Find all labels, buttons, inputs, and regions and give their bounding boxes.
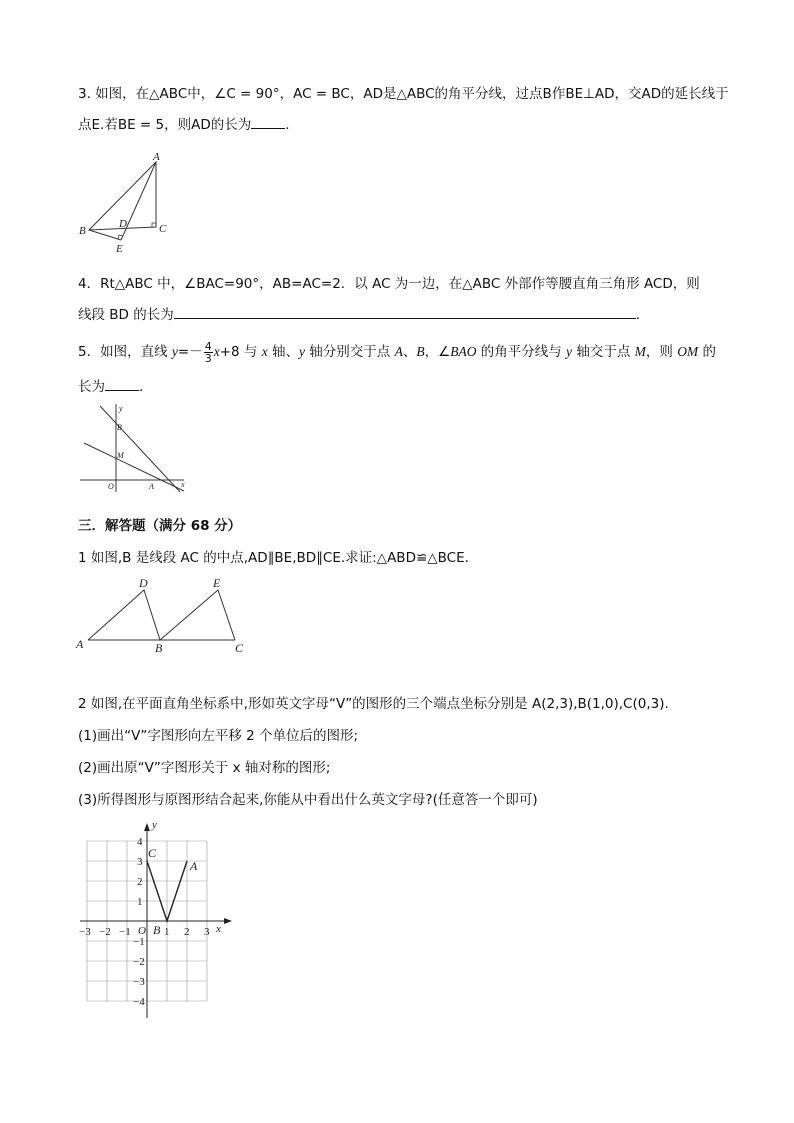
q5-text-3: 轴、 [267,344,299,360]
p1-label-a: A [76,637,84,651]
p2-line-4: (3)所得图形与原图形结合起来,你能从中看出什么英文字母?(任意答一个即可) [78,792,538,808]
x-tick-label: −1 [119,926,131,938]
p2-x-label: x [216,923,221,935]
q5-label-o: O [108,482,114,491]
x-tick-label: −3 [79,926,91,938]
q5-point-b: B [416,344,425,359]
q5-line-1 [78,340,716,364]
p2-line-3: (2)画出原“V”字图形关于 x 轴对称的图形; [78,760,331,776]
y-tick-label: 4 [137,836,143,848]
q5-answer-blank [105,376,139,391]
q3-answer-blank [251,114,285,129]
q3-line-be [89,230,121,240]
p1-figure [72,572,252,658]
q4-line-2-text: 线段 BD 的长为 [78,307,174,323]
q5-fraction-numerator: 4 [204,339,212,353]
y-tick-label: 3 [137,856,143,868]
p1-label-c: C [235,641,244,655]
q5-point-a: A [394,344,403,359]
q5-angle-bao: BAO [450,344,477,359]
p2-y-axis-arrow [144,823,150,831]
p1-label-e: E [213,576,221,590]
q5-label-x: x [181,480,185,489]
y-tick-label: −1 [133,936,145,948]
p2-line-2: (1)画出“V”字图形向左平移 2 个单位后的图形; [78,728,359,744]
p2-label-b: B [153,923,161,937]
p1-label-d: D [139,576,148,590]
q5-text-4: 轴分别交于点 [305,344,395,360]
q5-line-figure [80,400,190,500]
q3-label-e: E [116,243,123,255]
p2-label-c: C [148,846,157,860]
q5-segment-om: OM [677,344,699,359]
q5-y-axis-name: y [299,344,305,359]
q5-label-y: y [119,404,123,413]
q5-text-9: ，则 [645,344,678,360]
q3-triangle-figure [76,148,176,258]
q5-line-2 [78,376,153,397]
p2-label-a: A [190,859,198,873]
p2-line-1: 2 如图,在平面直角坐标系中,形如英文字母“V”的图形的三个端点坐标分别是 A(2,3),B(1,0),C(0,3). [78,696,669,712]
q5-line-2-text: 长为 [78,379,105,395]
q3-line-1: 3. 如图，在△ABC中，∠C = 90°，AC = BC，AD是△ABC的角平分线，过点B作BE⊥AD，交AD的延长线于 [78,86,729,102]
q5-text-8: 轴交于点 [572,344,635,360]
q5-fraction-denominator: 3 [204,351,212,365]
q5-label-m: M [117,451,124,460]
p2-origin-label: O [138,925,146,937]
p2-coordinate-grid [60,818,250,1028]
section-heading: 三．解答题（满分 68 分） [78,518,242,534]
y-tick-label: −3 [133,976,145,988]
q4-answer-blank [174,304,636,319]
p1-zigzag-lines [88,590,235,640]
p1-text: 1 如图,B 是线段 AC 的中点,AD∥BE,BD∥CE.求证:△ABD≌△BCE. [78,550,469,566]
q5-text-7: 的角平分线与 [476,344,567,360]
p2-x-axis-arrow [224,918,232,924]
y-tick-label: −2 [133,956,145,968]
x-tick-label: 1 [164,926,170,938]
y-tick-labels [133,836,145,1008]
p2-y-label: y [152,819,157,831]
q5-text-6: ，∠ [424,344,451,360]
q3-line-2 [78,114,290,135]
q3-line-2-end: . [285,117,290,133]
y-tick-label: −4 [133,996,145,1008]
q5-var-y: y [171,344,178,359]
q4-line-2 [78,304,649,325]
q5-x-axis-name: x [261,344,268,359]
q5-line-ab [100,406,180,492]
q5-label-b: B [117,423,122,432]
q3-label-c: C [159,223,167,235]
q5-text-2: 与 [239,344,262,360]
x-tick-label: 2 [184,926,190,938]
q3-line-2-text: 点E.若BE = 5，则AD的长为 [78,117,252,133]
x-tick-label: 3 [204,926,210,938]
q3-label-d: D [119,218,127,230]
q5-plus-8: +8 [219,344,240,360]
q5-var-x: x [213,344,220,359]
q3-right-angle-c [152,223,156,227]
x-tick-label: −2 [99,926,111,938]
q5-fraction [204,341,213,364]
q5-text-1: 如图，直线 [100,344,172,360]
q5-number: 5． [78,344,101,360]
q3-label-a: A [153,151,160,163]
y-tick-label: 2 [137,876,143,888]
p1-label-b: B [155,641,163,655]
q5-eq-minus: =－ [177,344,203,360]
q5-y-axis-name-2: y [566,344,573,359]
q5-bisector-am [84,443,184,491]
q4-line-2-end: ． [635,307,650,323]
y-tick-label: 1 [137,896,143,908]
q3-label-b: B [79,225,86,237]
q5-line-2-end: ． [139,379,153,395]
q5-label-a: A [149,482,154,491]
q4-line-1: 4．Rt△ABC 中，∠BAC=90°，AB=AC=2．以 AC 为一边，在△ABC 外部作等腰直角三角形 ACD，则 [78,276,700,292]
q5-text-5: 、 [402,344,417,360]
q5-point-m: M [634,344,646,359]
q5-text-10: 的 [698,344,716,360]
